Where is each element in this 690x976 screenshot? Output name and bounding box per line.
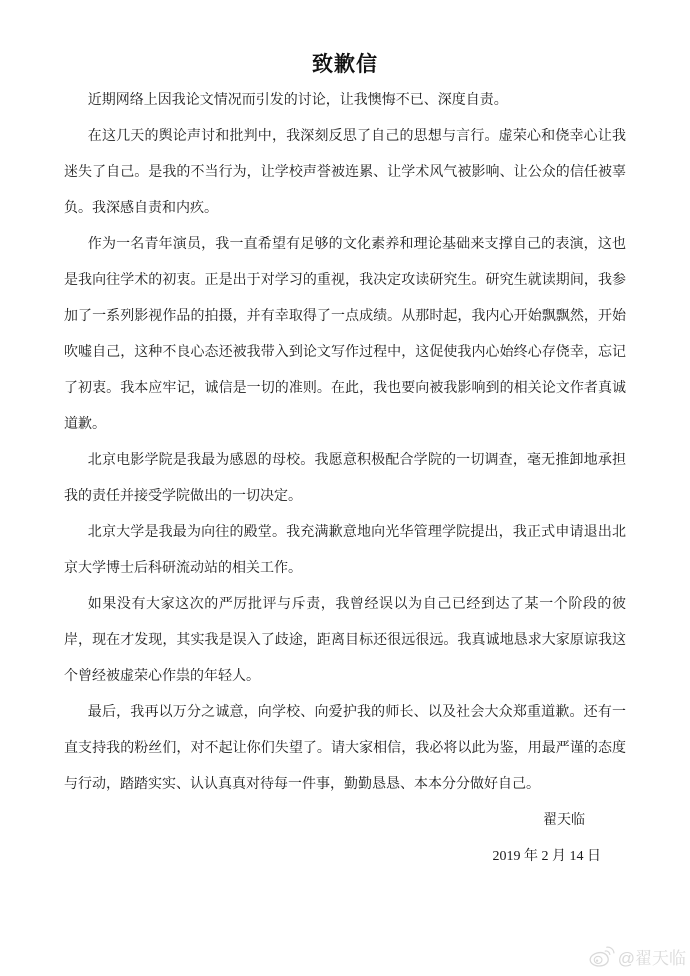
letter-paragraph: 北京电影学院是我最为感恩的母校。我愿意积极配合学院的一切调查，毫无推卸地承担我的责任并接受学院做出的一切决定。 bbox=[64, 453, 626, 504]
letter-paragraph: 近期网络上因我论文情况而引发的讨论，让我懊悔不已、深度自责。 bbox=[87, 93, 508, 108]
letter-title: 致歉信 bbox=[312, 52, 378, 76]
signature-date: 2019 年 2 月 14 日 bbox=[492, 849, 601, 864]
watermark-handle: @翟天临 bbox=[617, 949, 686, 968]
letter-body bbox=[64, 83, 626, 803]
weibo-watermark bbox=[588, 944, 686, 969]
letter-paragraph: 作为一名青年演员，我一直希望有足够的文化素养和理论基础来支撑自己的表演，这也是我向往学术的初衷。正是出于对学习的重视，我决定攻读研究生。研究生就读期间，我参加了一系列影视作品的拍摄，并有幸取得了一点成绩。从那时起，我内心开始飘飘然，开始吹嘘自己，这种不良心态还被我带入到论文写作过程中，这促使我内心始终心存侥幸，忘记了初衷。我本应牢记，诚信是一切的准则。在此，我也要向被我影响到的相关论文作者真诚道歉。 bbox=[64, 237, 626, 432]
letter-paragraph: 如果没有大家这次的严厉批评与斥责，我曾经误以为自己已经到达了某一个阶段的彼岸，现在才发现，其实我是误入了歧途，距离目标还很远很远。我真诚地恳求大家原谅我这个曾经被虚荣心作祟的年轻人。 bbox=[64, 597, 626, 684]
signature-block bbox=[64, 803, 626, 875]
letter-paragraph: 在这几天的舆论声讨和批判中，我深刻反思了自己的思想与言行。虚荣心和侥幸心让我迷失了自己。是我的不当行为，让学校声誉被连累、让学术风气被影响、让公众的信任被辜负。我深感自责和内疚。 bbox=[64, 129, 626, 216]
signature-name: 翟天临 bbox=[543, 813, 585, 828]
letter-paragraph: 北京大学是我最为向往的殿堂。我充满歉意地向光华管理学院提出，我正式申请退出北京大学博士后科研流动站的相关工作。 bbox=[64, 525, 626, 576]
weibo-icon bbox=[588, 945, 615, 968]
letter-paragraph: 最后，我再以万分之诚意，向学校、向爱护我的师长、以及社会大众郑重道歉。还有一直支持我的粉丝们，对不起让你们失望了。请大家相信，我必将以此为鉴，用最严谨的态度与行动，踏踏实实、认认真真对待每一件事，勤勤恳恳、本本分分做好自己。 bbox=[64, 705, 626, 792]
